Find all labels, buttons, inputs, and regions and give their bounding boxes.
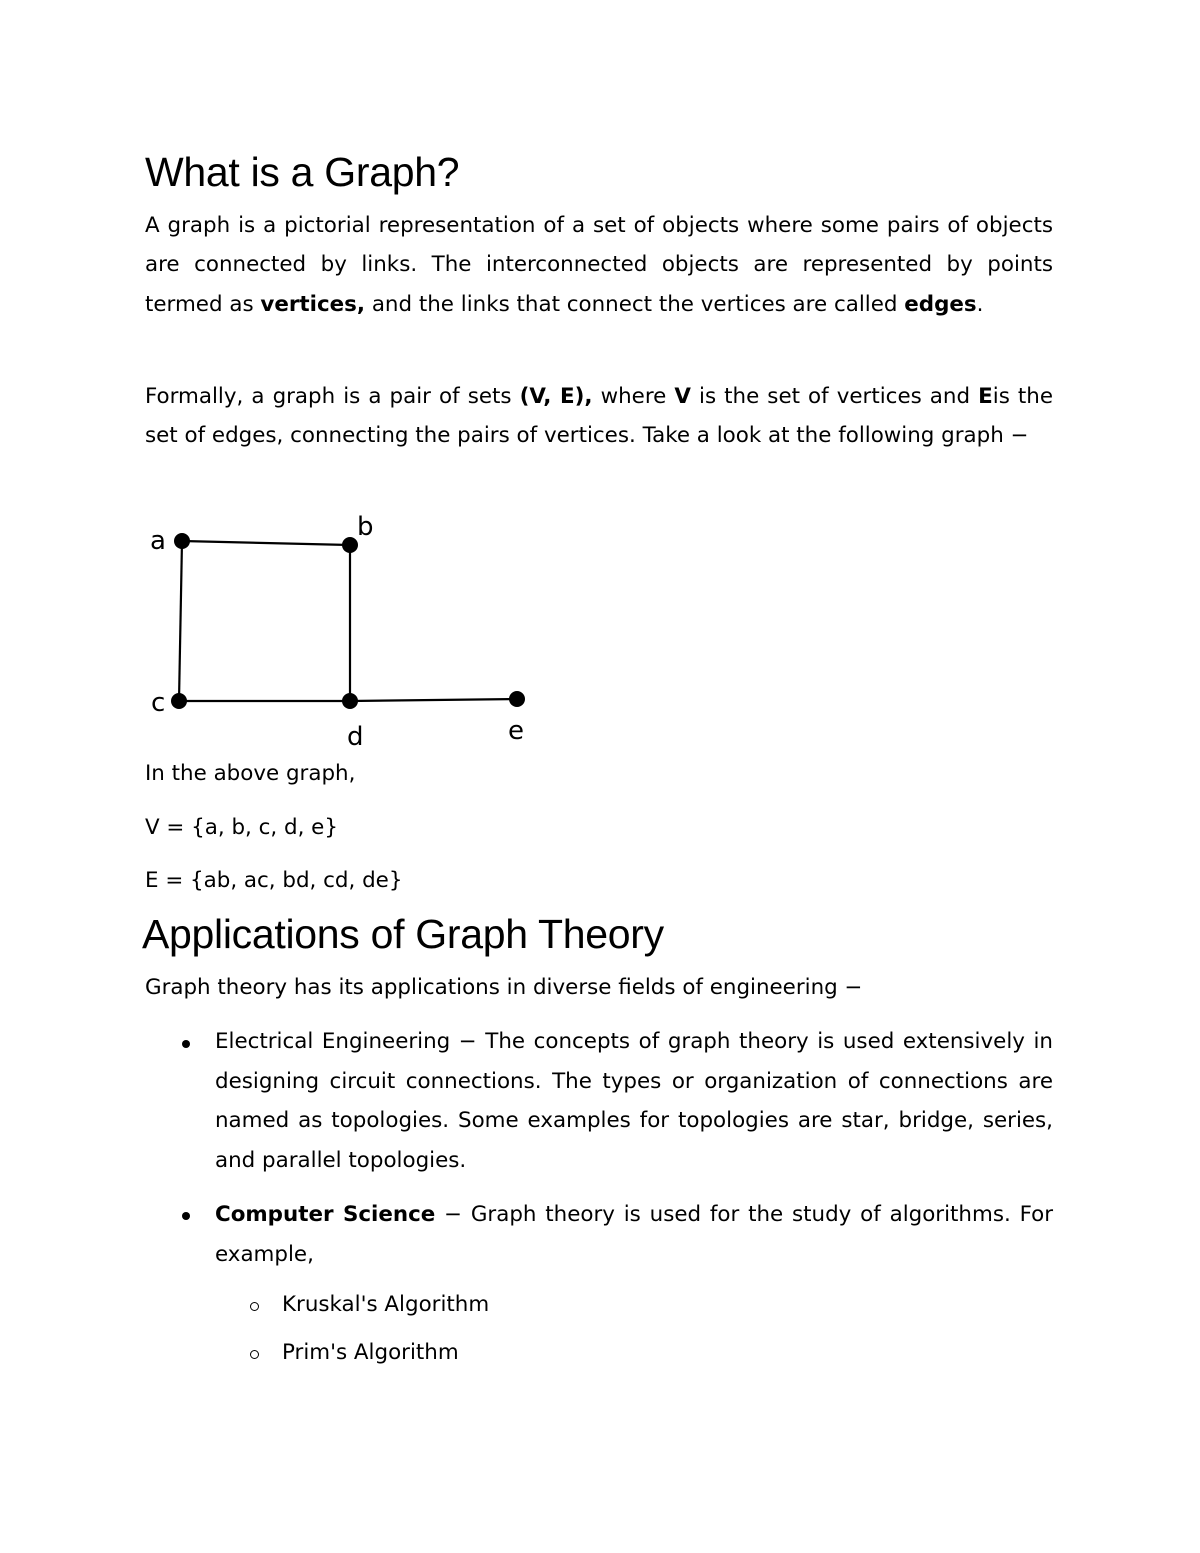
- item-text: − The concepts of graph theory is used extensively in designing circuit connections. The types or organization of connections are named as topologies. Some examples for topologies are star, bridge, series, and parallel topologies.: [215, 1029, 1053, 1173]
- list-item-electrical: [215, 1022, 1053, 1180]
- vertex-label-a: a: [150, 526, 166, 556]
- intro-paragraph: [145, 206, 1053, 324]
- item-text: − Graph theory is used for the study of algorithms. For example,: [215, 1202, 1053, 1267]
- edge-set: E = {ab, ac, bd, cd, de}: [145, 868, 403, 893]
- formal-text-3: is the set of vertices and: [690, 384, 979, 409]
- graph-vertices: [171, 533, 525, 709]
- vertex-c: [171, 693, 187, 709]
- heading-what-is-a-graph: What is a Graph?: [145, 149, 460, 195]
- vertex-d: [342, 693, 358, 709]
- e-term: E: [978, 384, 993, 409]
- sub-item-kruskal: Kruskal's Algorithm: [282, 1292, 490, 1317]
- formal-text-4: is the set of edges, connecting the pairs of vertices. Take a look at the following graph −: [145, 384, 1054, 449]
- vertex-e: [509, 691, 525, 707]
- item-title: Electrical Engineering: [215, 1029, 451, 1054]
- vertex-a: [174, 533, 190, 549]
- edges-term: edges: [904, 291, 977, 317]
- graph-diagram: [145, 505, 535, 755]
- bullet-icon: [182, 1212, 190, 1220]
- intro-text-1: A graph is a pictorial representation of a set of objects where some pairs of objects are connected by links. The interconnected objects are represented by points termed as: [145, 213, 1053, 317]
- formal-text-2: where: [592, 384, 675, 409]
- v-term: V: [674, 384, 691, 409]
- above-graph-text: In the above graph,: [145, 761, 356, 786]
- circle-bullet-icon: [250, 1350, 259, 1359]
- graph-labels: [150, 512, 524, 752]
- vertex-label-c: c: [151, 688, 166, 718]
- sub-item-prim: Prim's Algorithm: [282, 1340, 459, 1365]
- vertex-set: V = {a, b, c, d, e}: [145, 815, 338, 840]
- edge-ab: [182, 541, 350, 545]
- graph-edges: [179, 541, 517, 701]
- item-title: Computer Science: [215, 1202, 436, 1227]
- ve-term: (V, E),: [519, 384, 593, 409]
- edge-de: [350, 699, 517, 701]
- intro-text-2: and the links that connect the vertices are called: [365, 291, 905, 317]
- circle-bullet-icon: [250, 1302, 259, 1311]
- vertex-label-d: d: [347, 722, 364, 752]
- formal-definition-paragraph: [145, 377, 1053, 456]
- applications-intro: Graph theory has its applications in diverse fields of engineering −: [145, 975, 863, 1000]
- vertex-label-b: b: [357, 512, 374, 542]
- intro-text-3: .: [976, 291, 984, 317]
- vertices-term: vertices,: [260, 291, 366, 317]
- vertex-label-e: e: [508, 716, 524, 746]
- bullet-icon: [182, 1040, 190, 1048]
- vertex-b: [342, 537, 358, 553]
- list-item-computer-science: [215, 1195, 1053, 1274]
- edge-ac: [179, 541, 182, 701]
- formal-text-1: Formally, a graph is a pair of sets: [145, 384, 520, 409]
- heading-applications: Applications of Graph Theory: [142, 911, 664, 957]
